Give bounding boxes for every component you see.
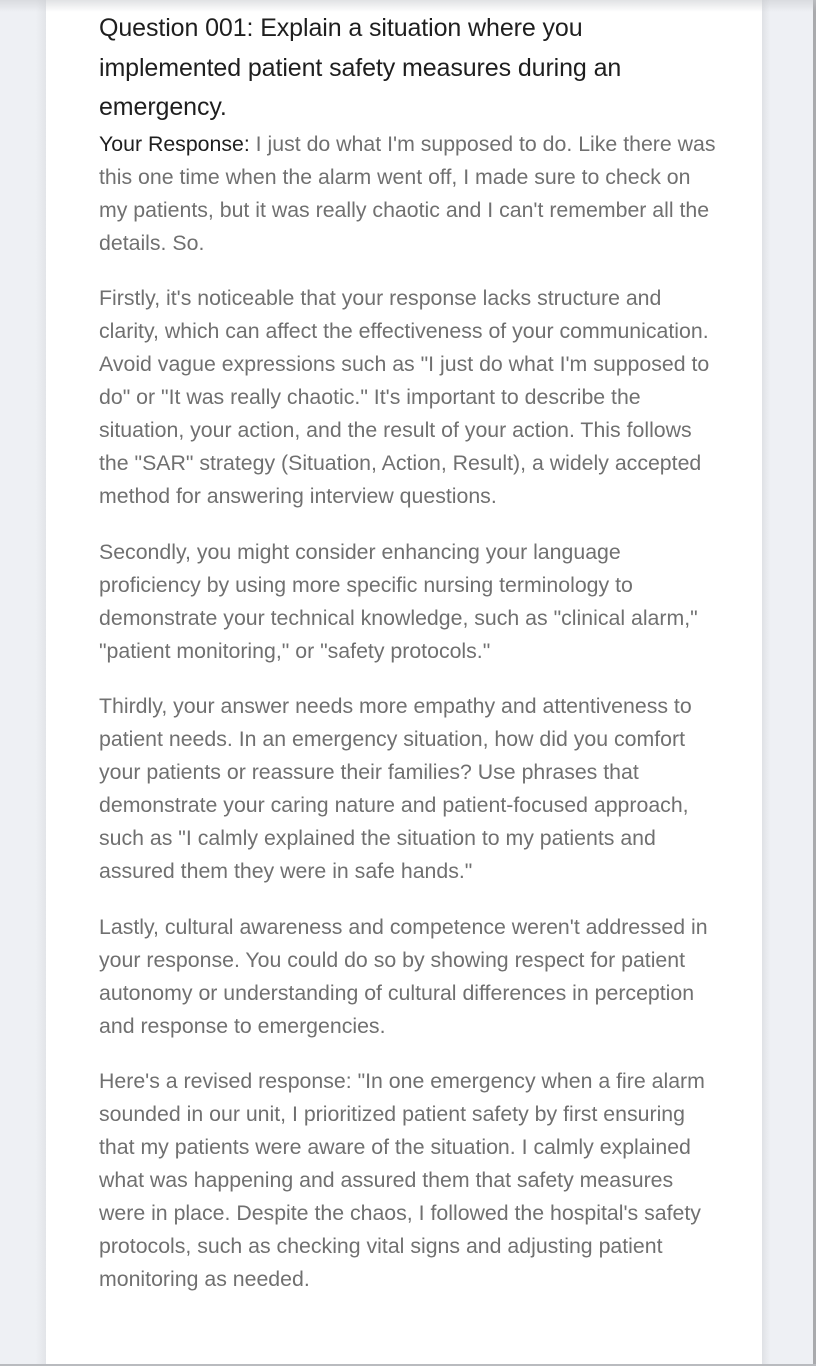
feedback-content (99, 9, 719, 1296)
question-title: Question 001: Explain a situation where you implemented patient safety measures during an emergency. (99, 14, 622, 121)
revised-response-paragraph: Here's a revised response: "In one emergency when a fire alarm sounded in our unit, I prioritized patient safety by first ensuring that my patients were aware of the situation. I calmly explained what was happening and assured them that safety measures were in place. Despite the chaos, I followed the hospital's safety protocols, such as checking vital signs and adjusting patient monitoring as needed. (99, 1069, 705, 1291)
feedback-paragraph-lastly: Lastly, cultural awareness and competence weren't addressed in your response. You could do so by showing respect for patient autonomy or understanding of cultural differences in perception and response to emergencies. (99, 914, 708, 1038)
left-margin-shadow (36, 0, 46, 1366)
feedback-paragraph-thirdly: Thirdly, your answer needs more empathy and attentiveness to patient needs. In an emergency situation, how did you comfort your patients or reassure their families? Use phrases that demonstrate your caring nature and patient-focused approach, such as "I calmly explained the situation to my patients and assured them they were in safe hands." (99, 694, 692, 883)
response-label: Your Response: (99, 131, 250, 156)
content-card (46, 0, 762, 1364)
right-margin-shadow (762, 0, 770, 1366)
feedback-paragraph-firstly: Firstly, it's noticeable that your response lacks structure and clarity, which can affect the effectiveness of your communication. Avoid vague expressions such as "I just do what I'm supposed to do" or "It was really chaotic." It's important to describe the situation, your action, and the result of your action. This follows the "SAR" strategy (Situation, Action, Result), a widely accepted method for answering interview questions. (99, 286, 710, 508)
response-text: I just do what I'm supposed to do. Like there was this one time when the alarm went off, I made sure to check on my patients, but it was really chaotic and I can't remember all the details. So. (99, 131, 716, 255)
user-response (99, 128, 719, 260)
feedback-paragraph-secondly: Secondly, you might consider enhancing your language proficiency by using more specific nursing terminology to demonstrate your technical knowledge, such as "clinical alarm," "patient monitoring," or "safety protocols." (99, 539, 698, 663)
